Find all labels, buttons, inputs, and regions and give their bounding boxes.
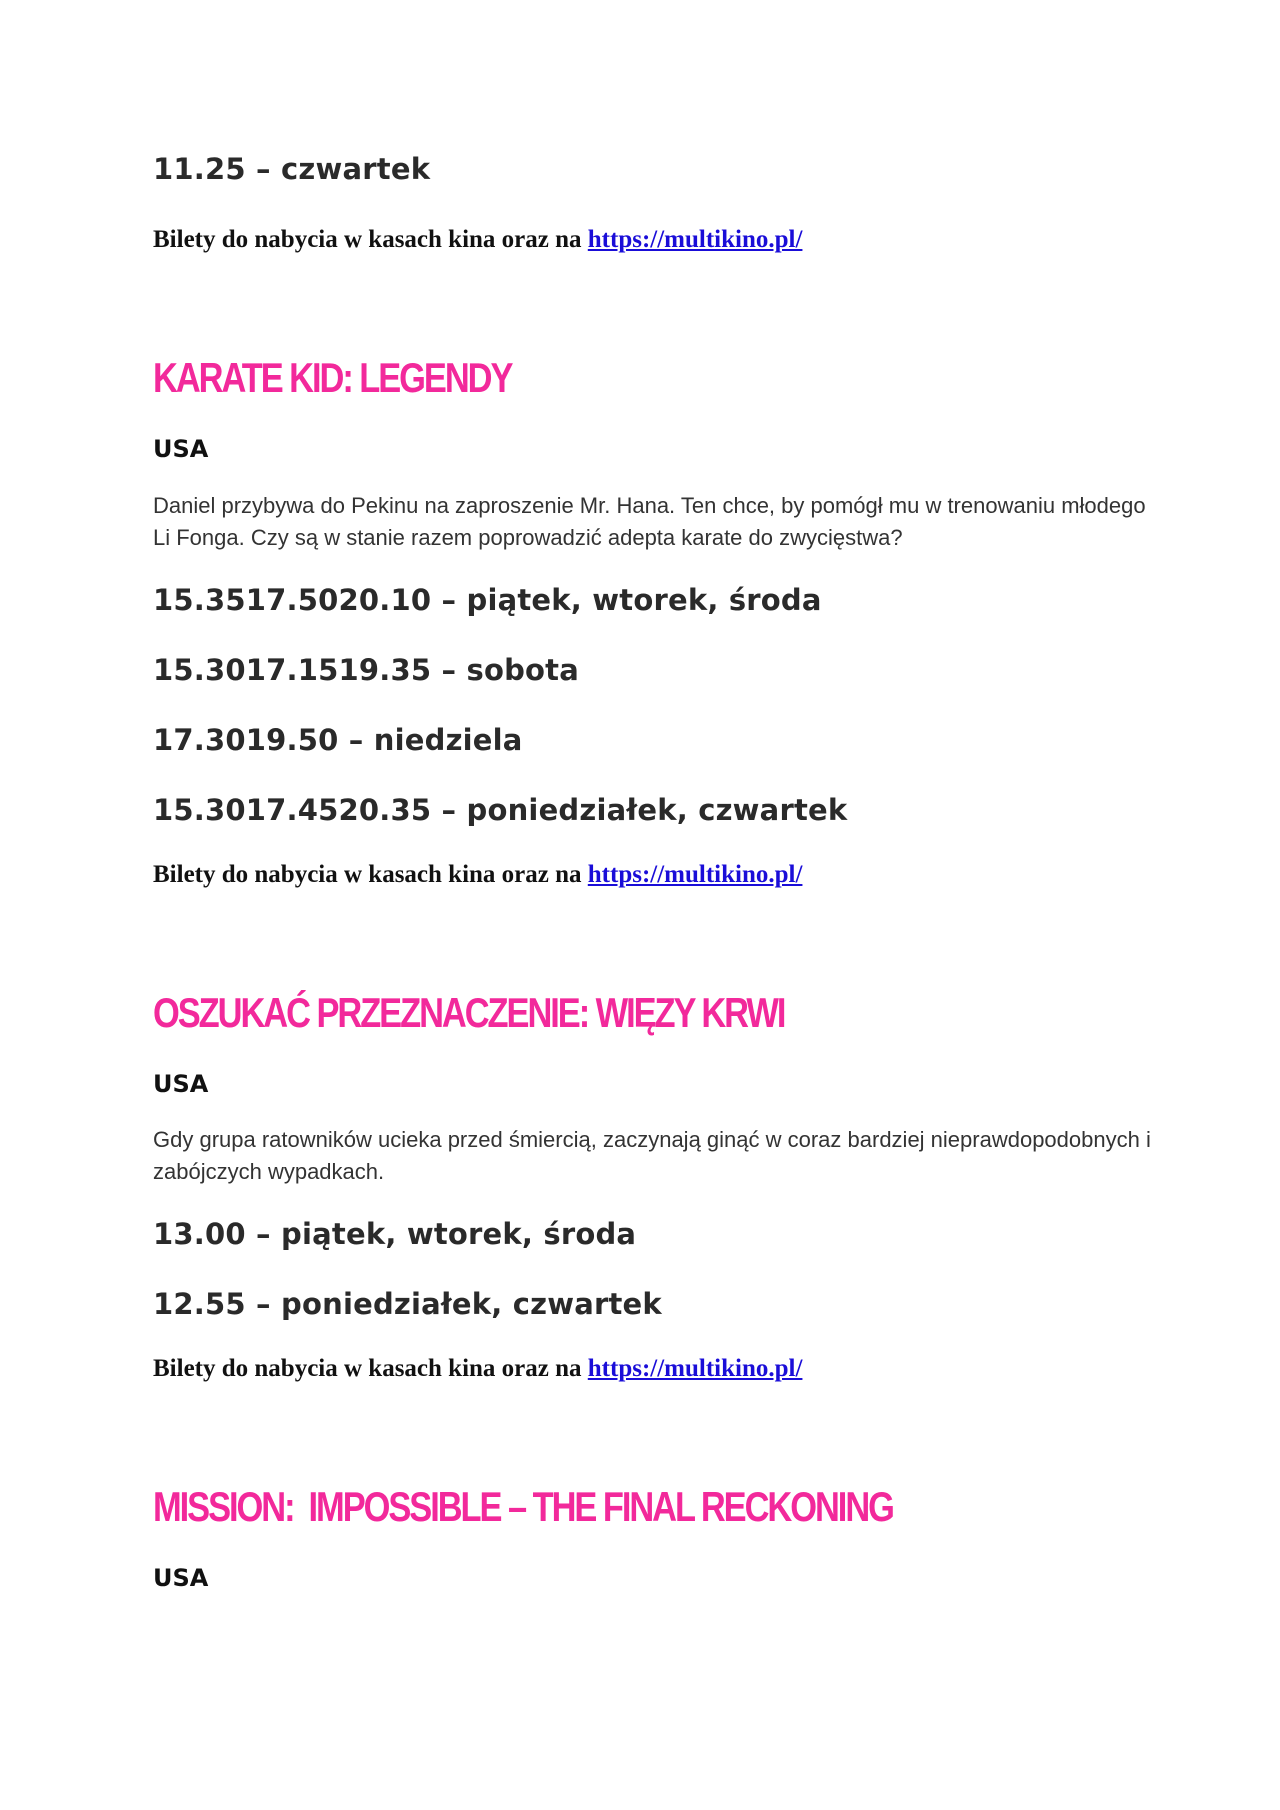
showtime-time: 20.35 [338,793,432,827]
showtime-time: 17.45 [245,793,339,827]
showtime-days: sobota [466,653,579,687]
showtime-line [153,1217,636,1251]
showtime-days: poniedziałek, czwartek [281,1287,662,1321]
tickets-line [153,226,802,254]
movie-description: Daniel przybywa do Pekinu na zaproszenie Mr. Hana. Ten chce, by pomógł mu w trenowaniu młodego Li Fonga. Czy są w stanie razem poprowadzić adepta karate do zwycięstwa? [153,493,1146,550]
showtime-time: 15.35 [153,583,246,617]
showtime-time: 17.15 [245,653,339,687]
showtime-time: 11.25 [153,152,246,186]
showtime-time: 15.30 [153,653,246,687]
movie-title: OSZUKAĆ PRZEZNACZENIE: WIĘZY KRWI [153,989,785,1036]
showtime-time: 17.50 [245,583,339,617]
tickets-text: Bilety do nabycia w kasach kina oraz na [153,861,582,888]
showtime-days: niedziela [373,723,523,757]
multikino-link[interactable]: https://multikino.pl/ [587,226,803,253]
dash: – [256,152,271,186]
showtime-time: 19.35 [338,653,432,687]
movie-title: MISSION: IMPOSSIBLE – THE FINAL RECKONING [153,1483,893,1530]
multikino-link[interactable]: https://multikino.pl/ [587,861,803,888]
multikino-link[interactable]: https://multikino.pl/ [587,1355,803,1382]
showtime-time: 19.50 [245,723,339,757]
showtime-days: poniedziałek, czwartek [466,793,848,827]
dash: – [441,583,457,617]
dash: – [441,653,457,687]
showtime-days: piątek, wtorek, środa [281,1217,637,1251]
showtime-days: piątek, wtorek, środa [466,583,822,617]
tickets-line [153,861,802,889]
movie-country: USA [153,1564,209,1592]
tickets-line [153,1355,802,1383]
showtime-line [153,152,430,186]
showtime-time: 17.30 [153,723,246,757]
movie-description: Gdy grupa ratowników ucieka przed śmiercią, zaczynają ginąć w coraz bardziej nieprawdopodobnych i zabójczych wypadkach. [153,1127,1151,1184]
showtime-line [153,653,579,687]
movie-country: USA [153,435,209,463]
movie-title: KARATE KID: LEGENDY [153,354,512,401]
tickets-text: Bilety do nabycia w kasach kina oraz na [153,226,582,253]
showtime-time: 12.55 [153,1287,246,1321]
showtime-time: 15.30 [153,793,246,827]
showtime-days: czwartek [281,152,431,186]
showtime-line [153,793,847,827]
movie-country: USA [153,1070,209,1098]
showtime-line [153,1287,662,1321]
dash: – [256,1287,271,1321]
dash: – [348,723,364,757]
dash: – [441,793,457,827]
showtime-time: 13.00 [153,1217,246,1251]
showtime-line [153,723,523,757]
showtime-time: 20.10 [338,583,432,617]
showtime-line [153,583,822,617]
tickets-text: Bilety do nabycia w kasach kina oraz na [153,1355,582,1382]
dash: – [256,1217,271,1251]
